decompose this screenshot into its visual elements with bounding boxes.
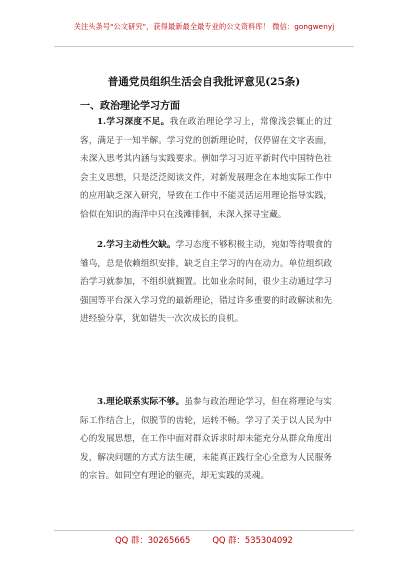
paragraph-body: 学习态度不够积极主动，宛如等待喂食的雏鸟，总是依赖组织安排，缺乏自主学习的内在动力。单位组织政治学习就参加，不组织就搁置。比如业余时间，很少主动通过学习强国等平台深入学习党的最新理论，错过许多重要的时政解读和先进经验分享，犹如错失一次次成长的良机。 bbox=[80, 240, 332, 325]
footer-qq-group-1: QQ 群：30265665 bbox=[115, 535, 191, 545]
document-title: 普通党员组织生活会自我批评意见(25条) bbox=[107, 76, 301, 88]
footer-qq-group-2: QQ 群：535304092 bbox=[212, 535, 293, 545]
paragraph bbox=[80, 236, 332, 329]
paragraph bbox=[80, 113, 332, 225]
paragraph-lead: 3.理论联系实际不够。 bbox=[97, 397, 185, 407]
paragraph bbox=[80, 393, 332, 486]
paragraph-body: 我在政治理论学习上，常像浅尝辄止的过客，满足于一知半解。学习党的创新理论时，仅停留在文字表面，未深入思考其内涵与实践要求。例如学习习近平新时代中国特色社会主义思想，只是泛泛阅读文件，对新发展理念在本地实际工作中的应用缺乏深入研究，导致在工作中不能灵活运用理论指导实践，恰似在知识的海洋中只在浅滩徘徊，未深入探寻宝藏。 bbox=[80, 117, 332, 220]
header-divider bbox=[54, 46, 354, 47]
header-notice: 关注头条号"公文研究"，获得最新最全最专业的公文资料库！ 微信：gongwenyj bbox=[73, 22, 335, 31]
footer-contacts bbox=[0, 534, 408, 546]
paragraph-lead: 1.学习深度不足。 bbox=[97, 117, 170, 127]
paragraph-body: 虽参与政治理论学习，但在将理论与实际工作结合上，似脱节的齿轮，运转不畅。学习了关于以人民为中心的发展思想，在工作中面对群众诉求时却未能充分从群众角度出发，解决问题的方式方法生硬，未能真正践行全心全意为人民服务的宗旨。如同空有理论的躯壳，却无实践的灵魂。 bbox=[80, 397, 332, 482]
paragraph-lead: 2.学习主动性欠缺。 bbox=[97, 240, 176, 250]
footer-divider bbox=[54, 530, 354, 531]
section-heading: 一、政治理论学习方面 bbox=[80, 101, 180, 112]
